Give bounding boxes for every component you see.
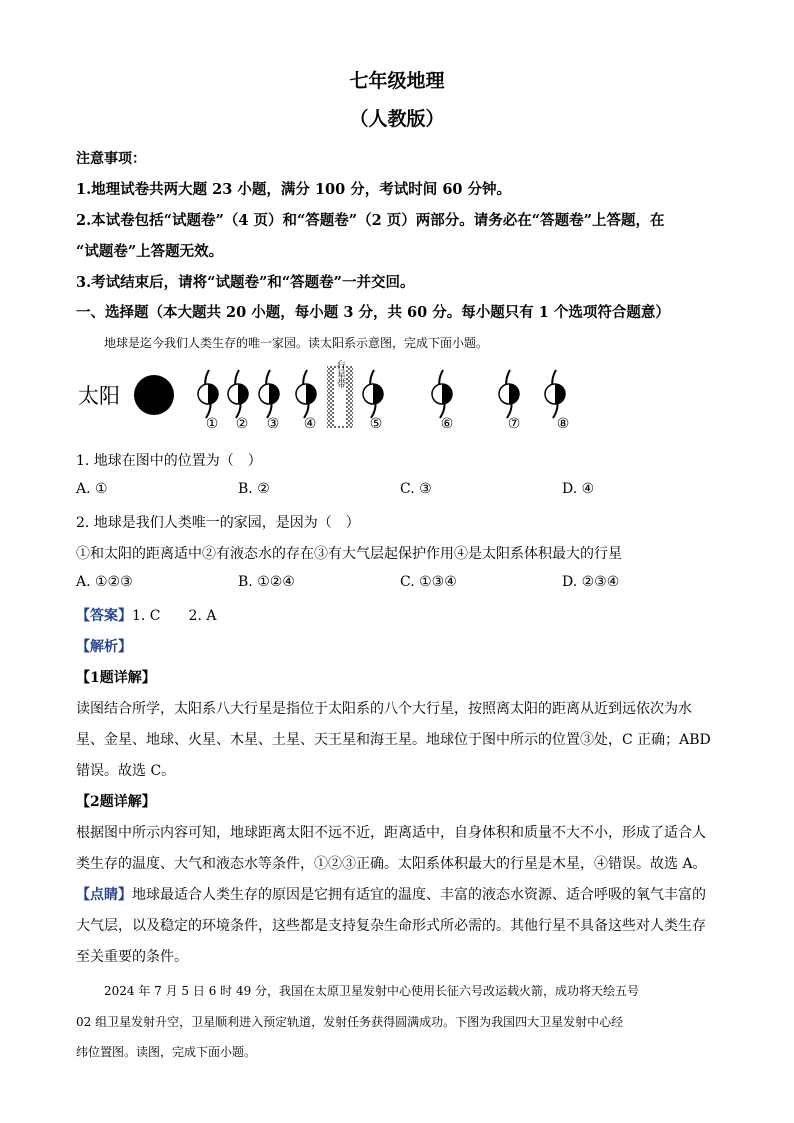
- detail-2-line-2: 类生存的温度、大气和液态水等条件，①②③正确。太阳系体积最大的行星是木星，④错误。故选 A。: [76, 856, 707, 872]
- answer-2: 2. A: [188, 608, 217, 624]
- marker-2: ②: [235, 416, 249, 432]
- planet-7-icon: [499, 370, 519, 418]
- marker-7: ⑦: [507, 416, 521, 432]
- detail-2-label: 【2题详解】: [76, 794, 156, 810]
- tip-label: 【点睛】: [76, 887, 132, 903]
- q2-option-c: C. ①③④: [400, 574, 457, 590]
- answer-label: 【答案】: [76, 608, 132, 624]
- planet-6-icon: [432, 370, 452, 418]
- question-2-stem: 2. 地球是我们人类唯一的家园，是因为（ ）: [76, 515, 360, 531]
- q2-option-d: D. ②③④: [562, 574, 620, 590]
- notice-item-2-line-2: “试题卷”上答题无效。: [76, 243, 224, 260]
- marker-3: ③: [266, 416, 280, 432]
- detail-1-line-1: 读图结合所学，太阳系八大行星是指位于太阳系的八个大行星，按照离太阳的距离从近到远依次为水: [76, 701, 692, 717]
- planet-3-icon: [259, 370, 279, 418]
- asteroid-belt-label: 小行星带: [335, 360, 345, 388]
- q2-option-b: B. ①②④: [238, 574, 295, 590]
- section-1-heading: 一、选择题（本大题共 20 小题，每小题 3 分，共 60 分。每小题只有 1 个选项符合题意）: [76, 304, 670, 321]
- notice-heading: 注意事项：: [76, 151, 146, 167]
- question-intro: 地球是迄今我们人类生存的唯一家园。读太阳系示意图，完成下面小题。: [104, 336, 489, 350]
- sun-label: 太阳: [78, 385, 120, 408]
- solar-system-figure: [76, 360, 596, 435]
- q1-option-c: C. ③: [400, 481, 432, 497]
- tip-line-2: 大气层，以及稳定的环境条件，这些都是支持复杂生命形式所必需的。其他行星不具备这些对人类生存: [76, 918, 706, 934]
- detail-1-line-2: 星、金星、地球、火星、木星、土星、天王星和海王星。地球位于图中所示的位置③处，C 正确；ABD: [76, 732, 711, 748]
- tip-text-1: 地球最适合人类生存的原因是它拥有适宜的温度、丰富的液态水资源、适合呼吸的氧气丰富的: [132, 887, 706, 903]
- question-2-statements: ①和太阳的距离适中②有液态水的存在③有大气层起保护作用④是太阳系体积最大的行星: [76, 546, 622, 562]
- answer-line: [76, 605, 216, 625]
- planet-4-icon: [296, 370, 316, 418]
- q2-option-a: A. ①②③: [76, 574, 133, 590]
- detail-2-line-1: 根据图中所示内容可知，地球距离太阳不远不近，距离适中，自身体积和质量不大不小，形成了适合人: [76, 825, 706, 841]
- answer-1: 1. C: [132, 608, 161, 624]
- page-subtitle: （人教版）: [349, 108, 445, 130]
- marker-1: ①: [205, 416, 219, 432]
- passage-2-line-2: 02 组卫星发射升空，卫星顺利进入预定轨道，发射任务获得圆满成功。下图为我国四大卫星发射中心经: [76, 1015, 624, 1029]
- marker-6: ⑥: [440, 416, 454, 432]
- planet-5-icon: [363, 370, 383, 418]
- question-1-stem: 1. 地球在图中的位置为（ ）: [76, 453, 262, 469]
- tip-line-1: [76, 884, 706, 904]
- planet-8-icon: [545, 370, 565, 418]
- notice-item-2-line-1: 2.本试卷包括“试题卷”（4 页）和“答题卷”（2 页）两部分。请务必在“答题卷”上答题，在: [76, 212, 665, 229]
- marker-5: ⑤: [369, 416, 383, 432]
- q1-option-b: B. ②: [238, 481, 270, 497]
- detail-1-line-3: 错误。故选 C。: [76, 763, 176, 779]
- planet-2-icon: [228, 370, 248, 418]
- solar-system-diagram: [76, 360, 596, 435]
- marker-8: ⑧: [556, 416, 570, 432]
- passage-2-line-1: 2024 年 7 月 5 日 6 时 49 分，我国在太原卫星发射中心使用长征六号改运载火箭，成功将天绘五号: [104, 984, 640, 998]
- notice-item-1: 1.地理试卷共两大题 23 小题，满分 100 分，考试时间 60 分钟。: [76, 181, 512, 198]
- sun-icon: [134, 375, 174, 415]
- passage-2-line-3: 纬位置图。读图，完成下面小题。: [76, 1045, 257, 1059]
- detail-1-label: 【1题详解】: [76, 670, 156, 686]
- page-title: 七年级地理: [349, 70, 445, 92]
- planet-1-icon: [198, 370, 218, 418]
- analysis-label: 【解析】: [76, 639, 132, 655]
- notice-item-3: 3.考试结束后，请将“试题卷”和“答题卷”一并交回。: [76, 274, 415, 291]
- marker-4: ④: [303, 416, 317, 432]
- q1-option-a: A. ①: [76, 481, 108, 497]
- q1-option-d: D. ④: [562, 481, 595, 497]
- tip-line-3: 至关重要的条件。: [76, 949, 188, 965]
